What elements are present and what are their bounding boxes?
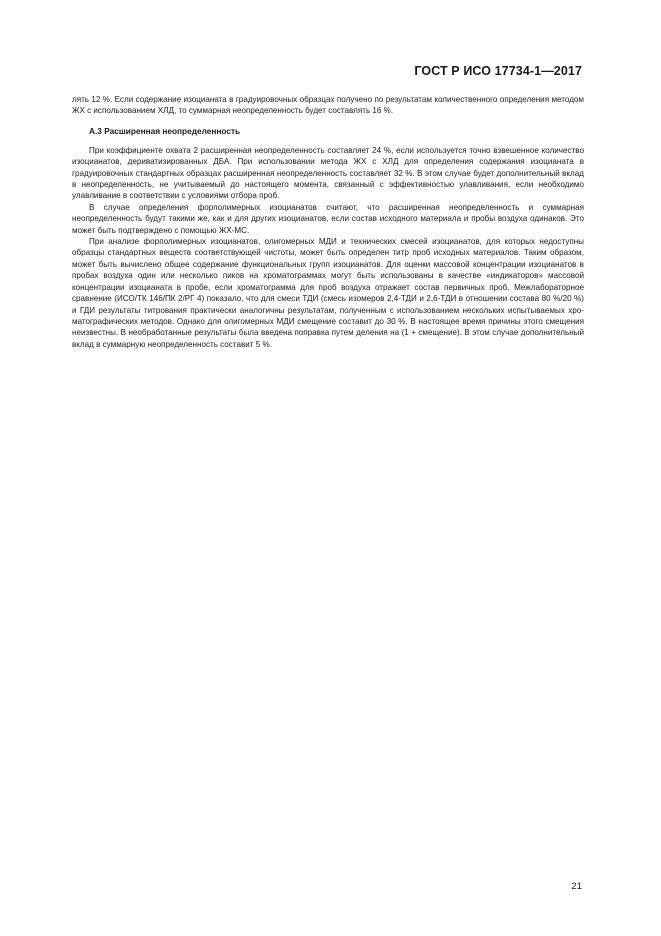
paragraph: В случае определения форполимерных изоцианатов считают, что расширенная неопределенность и суммарная неопределенность будут такими же, как и для других изоцианатов, если состав исходного материала и пробы воздуха одинаков. Это может быть подтверждено с помощью ЖХ-МС. (72, 202, 584, 235)
document-body (72, 94, 584, 350)
document-id: ГОСТ Р ИСО 17734-1—2017 (414, 64, 582, 78)
paragraph-continuation: лять 12 %. Если содержание изоцианата в градуировочных образцах получено по результатам количественного определения методом ЖХ с использованием ХЛД, то суммарная неопределенность будет составлять 16 %. (72, 95, 584, 116)
paragraph: При коэффициенте охвата 2 расширенная неопределенность составляет 24 %, если используется точно взвешенное количество изоцианатов, дериватизированных ДБА. При использовании метода ЖХ с ХЛД для определения содержания изоцианата в градуировочных стандартных образцах расширенная неопределенность составляет 32 %. В этом случае будет дополнительный вклад в неопределенность, не учитываемый до настоящего момента, связанный с эффективностью улавливания, если необходимо улавливание в соответствии с условиями отбора проб. (72, 145, 584, 201)
section-heading-a3: А.3 Расширенная неопределенность (89, 125, 241, 136)
paragraph: При анализе форполимерных изоцианатов, олигомерных МДИ и технических смесей изоцианатов, для которых недоступны образцы стандартных веществ соответствующей чистоты, может быть определен титр проб исходных материалов. Таким образом, может быть вычислено общее содержание функциональных групп изоцианатов. Для оценки массовой концентрации изоцианатов в пробах воздуха один или несколько пиков на хроматограммах могут быть использованы в качестве «индикаторов» массовой концентрации изоцианата в пробе, если хроматограмма для проб воздуха отражает состав первичных проб. Межлабораторное сравнение (ИСО/ТК 146/ПК 2/РГ 4) показало, что для смеси ТДИ (смесь изомеров 2,4-ТДИ и 2,6-ТДИ в отношении состава 80 %/20 %) и ГДИ результаты титрования практически аналогичны результатам, полученным с использованием нескольких испытываемых хроматографических методов. Однако для олигомерных МДИ смещение составит до 30 %. В настоящее время причины этого смещения неизвестны. В необработанные результаты была введена поправка путем деления на (1 + смещение). В этом случае дополнительный вклад в суммарную неопределенность составит 5 %. (72, 237, 584, 349)
document-header (414, 64, 582, 78)
page-number: 21 (571, 881, 582, 892)
